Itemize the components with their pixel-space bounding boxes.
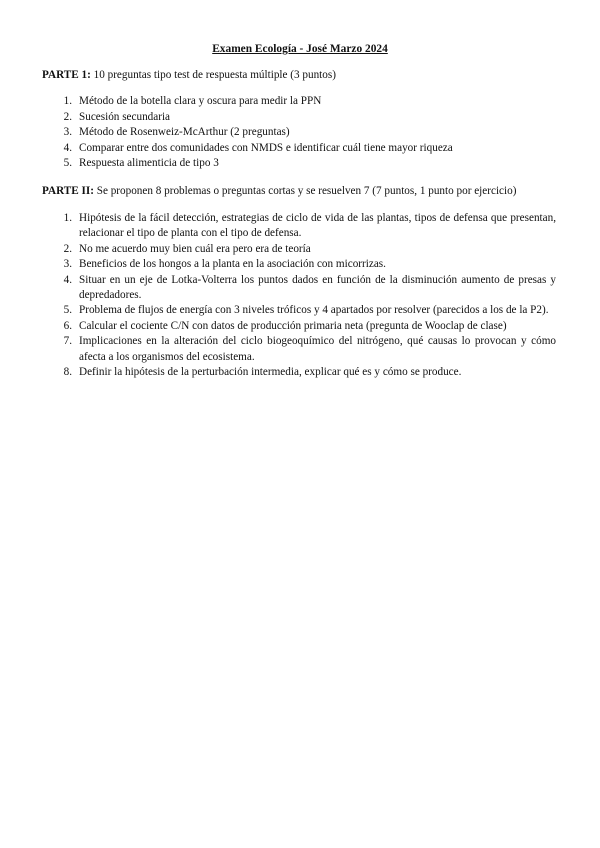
parte-1-description: 10 preguntas tipo test de respuesta múltiple (3 puntos): [90, 69, 336, 81]
list-item: [56, 257, 556, 272]
parte-2-question-list: [56, 211, 556, 380]
item-number: 2.: [63, 242, 72, 255]
item-text: No me acuerdo muy bien cuál era pero era de teoría: [79, 242, 311, 255]
list-item: [56, 110, 556, 126]
parte-2-description: Se proponen 8 problemas o preguntas cortas y se resuelven 7 (7 puntos, 1 punto por ejercicio): [93, 185, 517, 197]
list-item: [56, 141, 556, 157]
item-number: 1.: [63, 95, 72, 107]
item-text: Método de Rosenweiz-McArthur (2 preguntas): [79, 126, 290, 139]
list-item: [56, 334, 556, 365]
item-text: Problema de flujos de energía con 3 niveles tróficos y 4 apartados por resolver (parecidos a los de la P2).: [79, 304, 549, 317]
item-text: Definir la hipótesis de la perturbación intermedia, explicar qué es y cómo se produce.: [79, 366, 462, 379]
item-text: Sucesión secundaria: [79, 110, 171, 123]
item-text: Calcular el cociente C/N con datos de producción primaria neta (pregunta de Wooclap de clase): [79, 319, 507, 332]
parte-1-heading: [42, 68, 562, 83]
list-item: [56, 273, 556, 304]
list-item: [56, 211, 556, 242]
item-text: Implicaciones en la alteración del ciclo biogeoquímico del nitrógeno, qué causas lo provocan y cómo afecta a los organismos del ecosistema.: [79, 335, 556, 363]
item-number: 4.: [63, 273, 72, 286]
list-item: [56, 242, 556, 257]
item-text: Situar en un eje de Lotka-Volterra los puntos dados en función de la disminución aumento de presas y depredadores.: [79, 273, 556, 302]
item-number: 7.: [63, 335, 72, 348]
item-number: 5.: [63, 157, 72, 170]
list-item: [56, 303, 556, 318]
list-item: [56, 319, 556, 334]
parte-2-heading: [42, 184, 562, 199]
item-text: Comparar entre dos comunidades con NMDS e identificar cuál tiene mayor riqueza: [79, 141, 453, 154]
document-title: Examen Ecología - José Marzo 2024: [212, 43, 388, 55]
item-text: Respuesta alimenticia de tipo 3: [79, 157, 219, 170]
item-text: Hipótesis de la fácil detección, estrategias de ciclo de vida de las plantas, tipos de defensa que presentan, relacionar el tipo de planta con el tipo de defensa.: [79, 212, 556, 240]
list-item: [56, 156, 556, 172]
item-number: 1.: [63, 212, 72, 224]
item-number: 6.: [63, 319, 72, 332]
list-item: [56, 365, 556, 380]
item-number: 5.: [63, 304, 72, 317]
parte-1-question-list: [56, 94, 556, 172]
parte-2-label: PARTE II:: [42, 185, 94, 197]
item-number: 4.: [63, 141, 72, 154]
item-number: 3.: [63, 258, 72, 271]
item-number: 3.: [63, 126, 72, 139]
item-text: Beneficios de los hongos a la planta en la asociación con micorrizas.: [79, 258, 386, 271]
parte-1-label: PARTE 1:: [42, 69, 91, 81]
list-item: [56, 125, 556, 141]
list-item: [56, 94, 556, 110]
item-number: 8.: [63, 366, 72, 379]
item-number: 2.: [63, 110, 72, 123]
item-text: Método de la botella clara y oscura para medir la PPN: [79, 95, 322, 107]
